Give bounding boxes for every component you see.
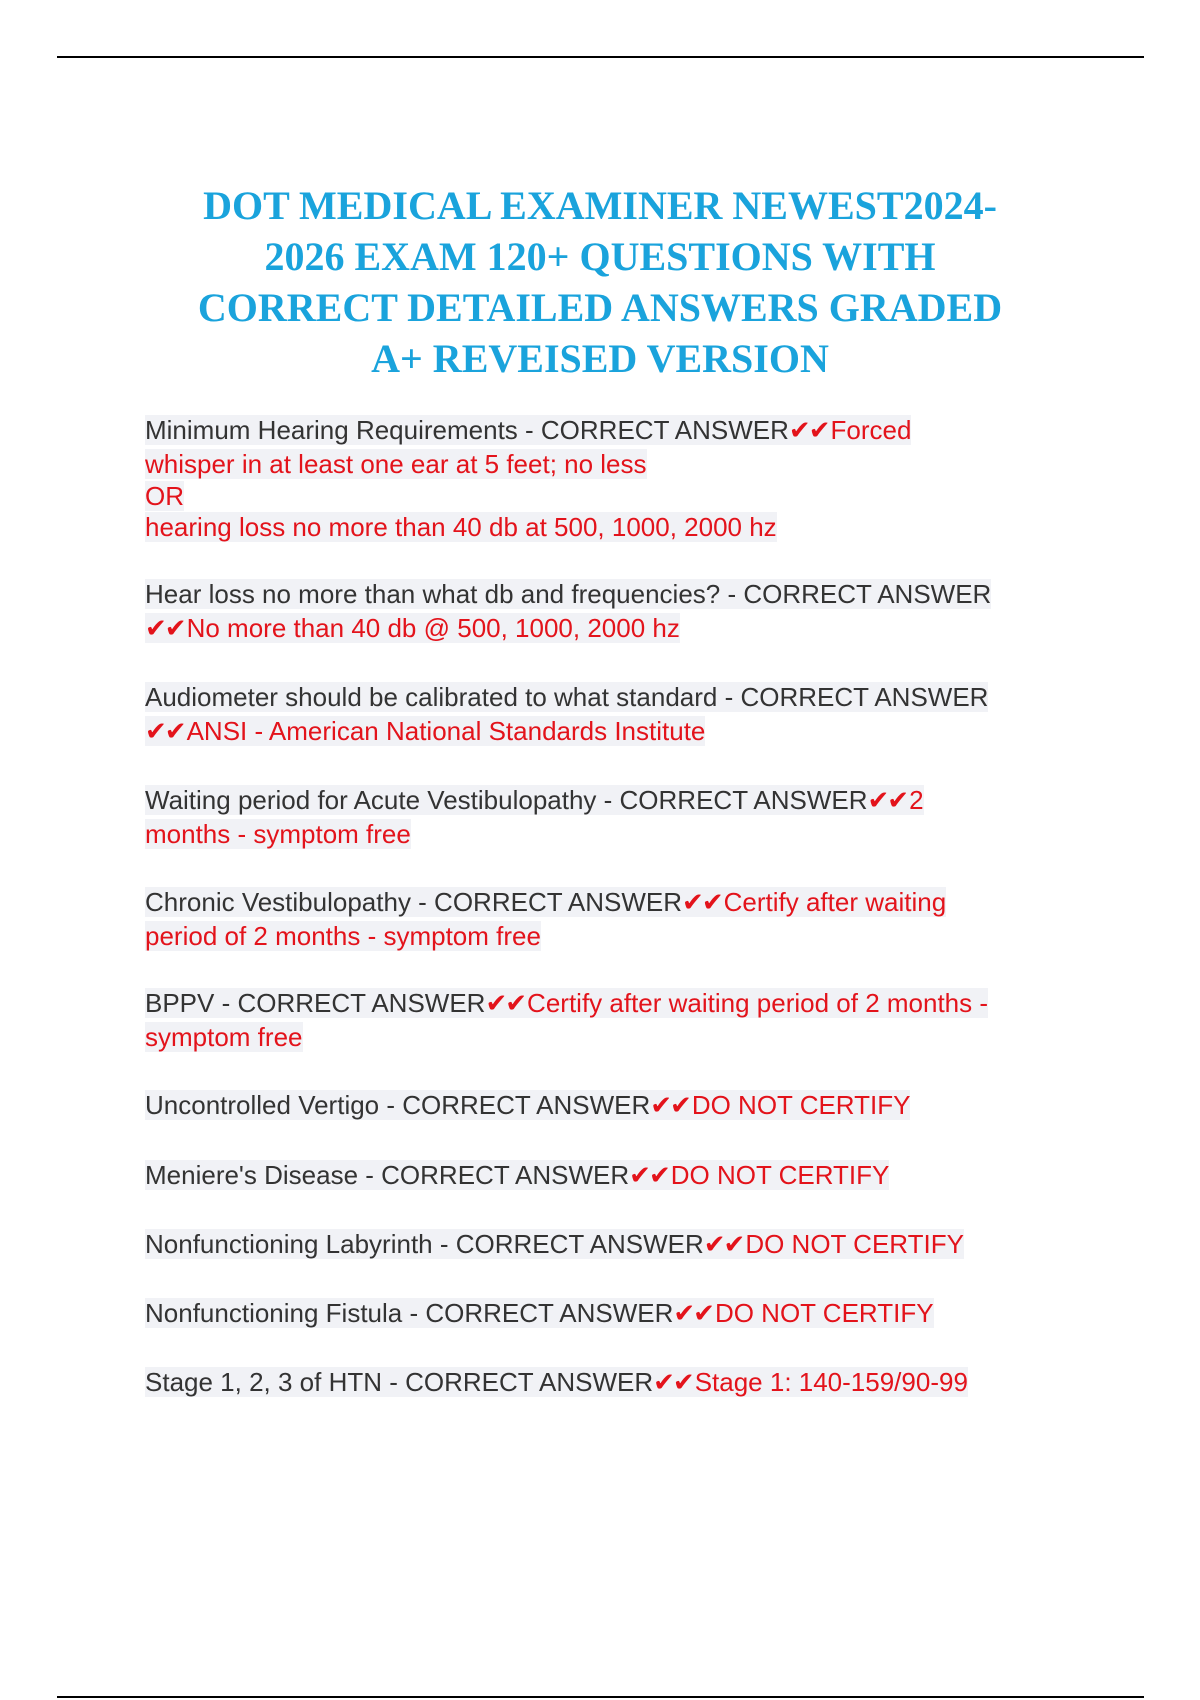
- question-text: Stage 1, 2, 3 of HTN - CORRECT ANSWER: [145, 1367, 654, 1397]
- question-text: Minimum Hearing Requirements - CORRECT ANSWER: [145, 415, 789, 445]
- qa-item-uncontrolled-vertigo: [145, 1088, 910, 1122]
- document-title: [0, 180, 1200, 384]
- qa-item-bppv: [145, 986, 988, 1054]
- qa-item-hearing-requirements: [145, 413, 911, 543]
- question-text: Nonfunctioning Fistula - CORRECT ANSWER: [145, 1298, 674, 1328]
- double-check-icon: ✔✔: [867, 785, 908, 815]
- double-check-icon: ✔✔: [145, 716, 185, 746]
- top-rule: [57, 56, 1144, 58]
- answer-text: Certify after waiting: [723, 887, 947, 917]
- qa-item-nonfunctioning-fistula: [145, 1296, 934, 1330]
- qa-item-audiometer-standard: [145, 680, 988, 748]
- double-check-icon: ✔✔: [788, 415, 829, 445]
- answer-or: OR: [145, 481, 184, 511]
- title-line: CORRECT DETAILED ANSWERS GRADED: [197, 285, 1003, 330]
- question-text: BPPV - CORRECT ANSWER: [145, 988, 486, 1018]
- answer-text: ANSI - American National Standards Institute: [186, 716, 706, 746]
- bottom-rule: [57, 1696, 1144, 1698]
- title-line: A+ REVEISED VERSION: [371, 336, 829, 381]
- answer-text: symptom free: [145, 1022, 303, 1052]
- qa-item-menieres-disease: [145, 1158, 889, 1192]
- question-text: Chronic Vestibulopathy - CORRECT ANSWER: [145, 887, 683, 917]
- answer-text: DO NOT CERTIFY: [745, 1229, 964, 1259]
- question-text: Uncontrolled Vertigo - CORRECT ANSWER: [145, 1090, 651, 1120]
- double-check-icon: ✔✔: [145, 613, 185, 643]
- double-check-icon: ✔✔: [673, 1298, 713, 1328]
- double-check-icon: ✔✔: [653, 1367, 693, 1397]
- answer-text: DO NOT CERTIFY: [670, 1160, 890, 1190]
- qa-item-chronic-vestibulopathy: [145, 885, 946, 953]
- question-text: Waiting period for Acute Vestibulopathy - CORRECT ANSWER: [145, 785, 868, 815]
- title-line: DOT MEDICAL EXAMINER NEWEST2024-: [203, 183, 997, 228]
- answer-text: hearing loss no more than 40 db at 500, 1000, 2000 hz: [145, 512, 777, 542]
- title-line: 2026 EXAM 120+ QUESTIONS WITH: [264, 234, 936, 279]
- question-text: Audiometer should be calibrated to what standard - CORRECT ANSWER: [145, 682, 989, 712]
- double-check-icon: ✔✔: [485, 988, 526, 1018]
- answer-text: period of 2 months - symptom free: [145, 921, 541, 951]
- answer-text: Stage 1: 140-159/90-99: [694, 1367, 968, 1397]
- qa-item-nonfunctioning-labyrinth: [145, 1227, 964, 1261]
- question-text: Nonfunctioning Labyrinth - CORRECT ANSWER: [145, 1229, 704, 1259]
- answer-text: DO NOT CERTIFY: [714, 1298, 934, 1328]
- answer-text: No more than 40 db @ 500, 1000, 2000 hz: [186, 613, 680, 643]
- qa-item-hearing-loss-db: [145, 577, 991, 645]
- answer-text: 2: [909, 785, 924, 815]
- answer-text: Certify after waiting period of 2 months -: [527, 988, 989, 1018]
- answer-text: Forced: [830, 415, 912, 445]
- answer-text: DO NOT CERTIFY: [691, 1090, 911, 1120]
- double-check-icon: ✔✔: [682, 887, 722, 917]
- answer-text: months - symptom free: [145, 819, 411, 849]
- question-text: Hear loss no more than what db and frequencies? - CORRECT ANSWER: [145, 579, 992, 609]
- qa-item-acute-vestibulopathy: [145, 783, 924, 851]
- double-check-icon: ✔✔: [629, 1160, 669, 1190]
- question-text: Meniere's Disease - CORRECT ANSWER: [145, 1160, 630, 1190]
- answer-text: whisper in at least one ear at 5 feet; no less: [145, 449, 647, 479]
- double-check-icon: ✔✔: [650, 1090, 690, 1120]
- qa-item-htn-stages: [145, 1365, 968, 1399]
- double-check-icon: ✔✔: [703, 1229, 744, 1259]
